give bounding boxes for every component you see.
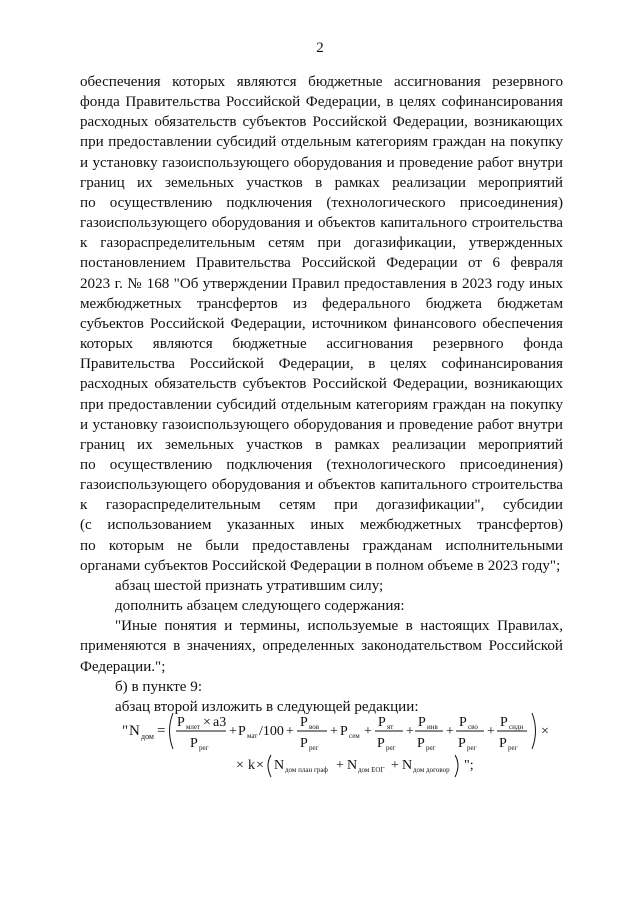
formula bbox=[0, 705, 640, 785]
formula-frac6-num-sub: сидн bbox=[509, 723, 524, 731]
formula-frac2-num-p: P bbox=[300, 715, 308, 730]
formula-frac2-num-sub: вов bbox=[309, 723, 320, 731]
paragraph-line: межбюджетных трансфертов из федерального бюджета бюджетам bbox=[80, 295, 563, 312]
formula-frac1-num-sub: млет bbox=[186, 723, 201, 731]
paragraph-line: Федерации."; bbox=[80, 658, 166, 675]
formula-plus-4: + bbox=[364, 724, 372, 739]
paragraph-line: органами субъектов Российской Федерации в полном объеме в 2023 году"; bbox=[80, 557, 561, 574]
formula-plus-9: + bbox=[391, 758, 399, 773]
paragraph-line: субъектов Российской Федерации, источником финансового обеспечения bbox=[80, 315, 563, 332]
formula-lhs-sub: дом bbox=[141, 732, 154, 741]
formula-frac6-den-p: P bbox=[499, 736, 507, 751]
paragraph-line: по которым не были предоставлены гражданам исполнительными bbox=[80, 537, 563, 554]
paragraph-line: по осуществлению подключения (технологического присоединения) bbox=[80, 194, 563, 211]
paragraph-line: абзац шестой признать утратившим силу; bbox=[115, 577, 384, 594]
formula-div100: /100 bbox=[259, 724, 284, 739]
formula-plus-2: + bbox=[286, 724, 294, 739]
formula-plus-6: + bbox=[446, 724, 454, 739]
formula-closing: "; bbox=[464, 758, 474, 773]
formula-open-quote: " bbox=[122, 723, 129, 739]
formula-frac3-num-p: P bbox=[378, 715, 386, 730]
formula-frac3-num-sub: ят bbox=[387, 723, 394, 731]
formula-frac1-times: × bbox=[203, 715, 211, 730]
page-number: 2 bbox=[316, 40, 324, 56]
formula-p-mat-sub: мат bbox=[247, 732, 258, 740]
formula-plus-8: + bbox=[336, 758, 344, 773]
paragraph-line: по осуществлению подключения (технологического присоединения) bbox=[80, 456, 563, 473]
formula-paren2-open bbox=[268, 755, 271, 777]
formula-frac1-a3: а3 bbox=[213, 715, 227, 730]
formula-frac4-den-p: P bbox=[417, 736, 425, 751]
paragraph-line: и установку газоиспользующего оборудования и проведение работ внутри bbox=[80, 154, 563, 171]
formula-plus-3: + bbox=[330, 724, 338, 739]
formula-frac4-num-sub: инв bbox=[427, 723, 438, 731]
paragraph-line: Правительства Российской Федерации, в целях софинансирования bbox=[80, 356, 563, 373]
formula-big-paren-close bbox=[532, 713, 536, 749]
paragraph-line: газоиспользующего оборудования и объектов капитального строительства bbox=[80, 215, 563, 232]
formula-paren2-close bbox=[455, 755, 458, 777]
paragraph-line: (с использованием указанных иных межбюджетных трансфертов) bbox=[80, 517, 563, 534]
formula-frac5-num-sub: сво bbox=[468, 723, 478, 731]
paragraph-line: и установку газоиспользующего оборудования и проведение работ внутри bbox=[80, 416, 563, 433]
formula-p-sem-sub: сем bbox=[349, 732, 360, 740]
formula-big-paren-open bbox=[170, 713, 174, 749]
paragraph-line: применяются в значениях, определенных законодательством Российской bbox=[80, 638, 563, 655]
formula-n-eog: N bbox=[347, 758, 358, 773]
paragraph-line: абзац второй изложить в следующей редакции: bbox=[115, 698, 419, 715]
formula-frac4-den-sub: рег bbox=[426, 744, 436, 752]
formula-p-mat: P bbox=[238, 724, 246, 739]
formula-lhs: N bbox=[129, 723, 140, 739]
formula-n-plan-sub: дом план граф bbox=[285, 766, 328, 774]
paragraph-line: расходных обязательств субъектов Российской Федерации, возникающих bbox=[80, 376, 563, 393]
document-body bbox=[80, 72, 563, 717]
formula-n-eog-sub: дом ЕОГ bbox=[358, 766, 385, 774]
formula-equals: = bbox=[157, 723, 166, 739]
formula-frac3-den-sub: рег bbox=[386, 744, 396, 752]
formula-frac3-den-p: P bbox=[377, 736, 385, 751]
formula-n-dog-sub: дом договор bbox=[413, 766, 450, 774]
paragraph-line: 2023 г. № 168 "Об утверждении Правил предоставления в 2023 году иных bbox=[80, 275, 563, 292]
formula-frac5-den-sub: рег bbox=[467, 744, 477, 752]
paragraph-line: расходных обязательств субъектов Российской Федерации, возникающих bbox=[80, 114, 563, 131]
formula-frac1-num-p: P bbox=[177, 715, 185, 730]
formula-n-plan: N bbox=[274, 758, 285, 773]
paragraph-line: обеспечения которых являются бюджетные ассигнования резервного bbox=[80, 74, 563, 90]
formula-n-dog: N bbox=[402, 758, 413, 773]
paragraph-line: границ их земельных участков в рамках реализации мероприятий bbox=[80, 436, 563, 453]
formula-times-k: × bbox=[256, 758, 264, 773]
formula-frac1-den-sub: рег bbox=[199, 744, 209, 752]
paragraph-line: газоиспользующего оборудования и объектов капитального строительства bbox=[80, 477, 563, 494]
paragraph-line: фонда Правительства Российской Федерации, в целях софинансирования bbox=[80, 94, 563, 111]
formula-frac6-num-p: P bbox=[500, 715, 508, 730]
formula-plus-5: + bbox=[406, 724, 414, 739]
paragraph-line: "Иные понятия и термины, используемые в настоящих Правилах, bbox=[115, 618, 563, 635]
formula-frac2-den-p: P bbox=[300, 736, 308, 751]
formula-frac5-num-p: P bbox=[459, 715, 467, 730]
paragraph-line: при предоставлении субсидий отдельным категориям граждан на покупку bbox=[80, 134, 563, 151]
formula-frac6-den-sub: рег bbox=[508, 744, 518, 752]
formula-plus-1: + bbox=[229, 724, 237, 739]
formula-plus-7: + bbox=[487, 724, 495, 739]
formula-frac4-num-p: P bbox=[418, 715, 426, 730]
paragraph-line: постановлением Правительства Российской Федерации от 6 февраля bbox=[80, 255, 563, 272]
paragraph-line: при предоставлении субсидий отдельным категориям граждан на покупку bbox=[80, 396, 563, 413]
formula-p-sem: P bbox=[340, 724, 348, 739]
formula-k: k bbox=[248, 758, 255, 773]
paragraph-line: которых являются бюджетные ассигнования резервного фонда bbox=[80, 336, 563, 353]
paragraph-line: к газораспределительным сетям при догазификации", субсидии bbox=[80, 497, 563, 514]
formula-frac5-den-p: P bbox=[458, 736, 466, 751]
paragraph-line: б) в пункте 9: bbox=[115, 678, 203, 695]
paragraph-line: дополнить абзацем следующего содержания: bbox=[115, 598, 405, 615]
formula-frac2-den-sub: рег bbox=[309, 744, 319, 752]
formula-frac1-den-p: P bbox=[190, 736, 198, 751]
formula-times-end: × bbox=[541, 724, 549, 739]
formula-times-line2: × bbox=[236, 758, 244, 773]
paragraph-line: к газораспределительным сетям при догазификации, утвержденных bbox=[80, 235, 563, 252]
paragraph-line: границ их земельных участков в рамках реализации мероприятий bbox=[80, 174, 563, 191]
